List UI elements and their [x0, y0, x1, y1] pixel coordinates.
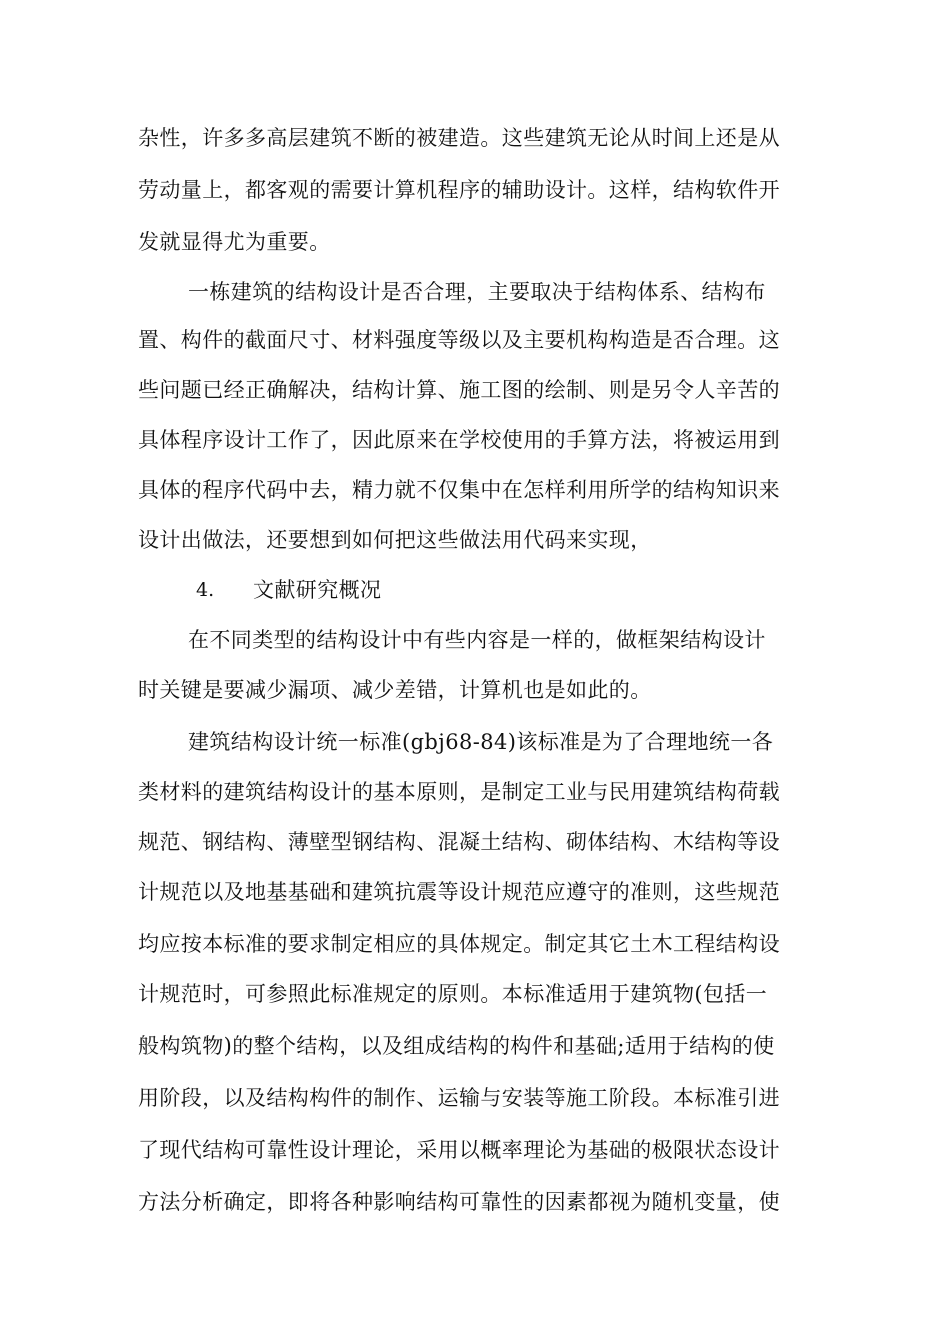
paragraph-line: 在不同类型的结构设计中有些内容是一样的，做框架结构设计 [188, 628, 766, 652]
paragraph-line: 般构筑物)的整个结构，以及组成结构的构件和基础;适用于结构的使 [138, 1034, 775, 1058]
paragraph-line: 时关键是要减少漏项、减少差错，计算机也是如此的。 [138, 678, 652, 702]
section-number: 4. [196, 579, 215, 601]
paragraph-line: 建筑结构设计统一标准(gbj68-84)该标准是为了合理地统一各 [188, 730, 774, 754]
paragraph-line: 方法分析确定，即将各种影响结构可靠性的因素都视为随机变量，使 [138, 1190, 780, 1214]
paragraph-line: 杂性，许多多高层建筑不断的被建造。这些建筑无论从时间上还是从 [138, 126, 780, 150]
section-heading: 文献研究概况 [253, 578, 382, 602]
paragraph-line: 设计出做法，还要想到如何把这些做法用代码来实现， [138, 528, 652, 552]
paragraph-line: 计规范以及地基基础和建筑抗震等设计规范应遵守的准则，这些规范 [138, 880, 780, 904]
paragraph-line: 些问题已经正确解决，结构计算、施工图的绘制、则是另令人辛苦的 [138, 378, 780, 402]
paragraph-line: 计规范时，可参照此标准规定的原则。本标准适用于建筑物(包括一 [138, 982, 768, 1006]
paragraph-line: 均应按本标准的要求制定相应的具体规定。制定其它土木工程结构设 [138, 932, 780, 956]
paragraph-line: 置、构件的截面尺寸、材料强度等级以及主要机构构造是否合理。这 [138, 328, 780, 352]
paragraph-line: 劳动量上，都客观的需要计算机程序的辅助设计。这样，结构软件开 [138, 178, 780, 202]
paragraph-line: 规范、钢结构、薄壁型钢结构、混凝土结构、砌体结构、木结构等设 [138, 830, 780, 854]
paragraph-line: 类材料的建筑结构设计的基本原则，是制定工业与民用建筑结构荷载 [138, 780, 780, 804]
paragraph-line: 用阶段，以及结构构件的制作、运输与安装等施工阶段。本标准引进 [138, 1086, 780, 1110]
paragraph-line: 具体程序设计工作了，因此原来在学校使用的手算方法，将被运用到 [138, 428, 780, 452]
paragraph-line: 具体的程序代码中去，精力就不仅集中在怎样利用所学的结构知识来 [138, 478, 780, 502]
paragraph-line: 发就显得尤为重要。 [138, 230, 331, 254]
paragraph-line: 了现代结构可靠性设计理论，采用以概率理论为基础的极限状态设计 [138, 1138, 780, 1162]
paragraph-line: 一栋建筑的结构设计是否合理，主要取决于结构体系、结构布 [188, 280, 766, 304]
